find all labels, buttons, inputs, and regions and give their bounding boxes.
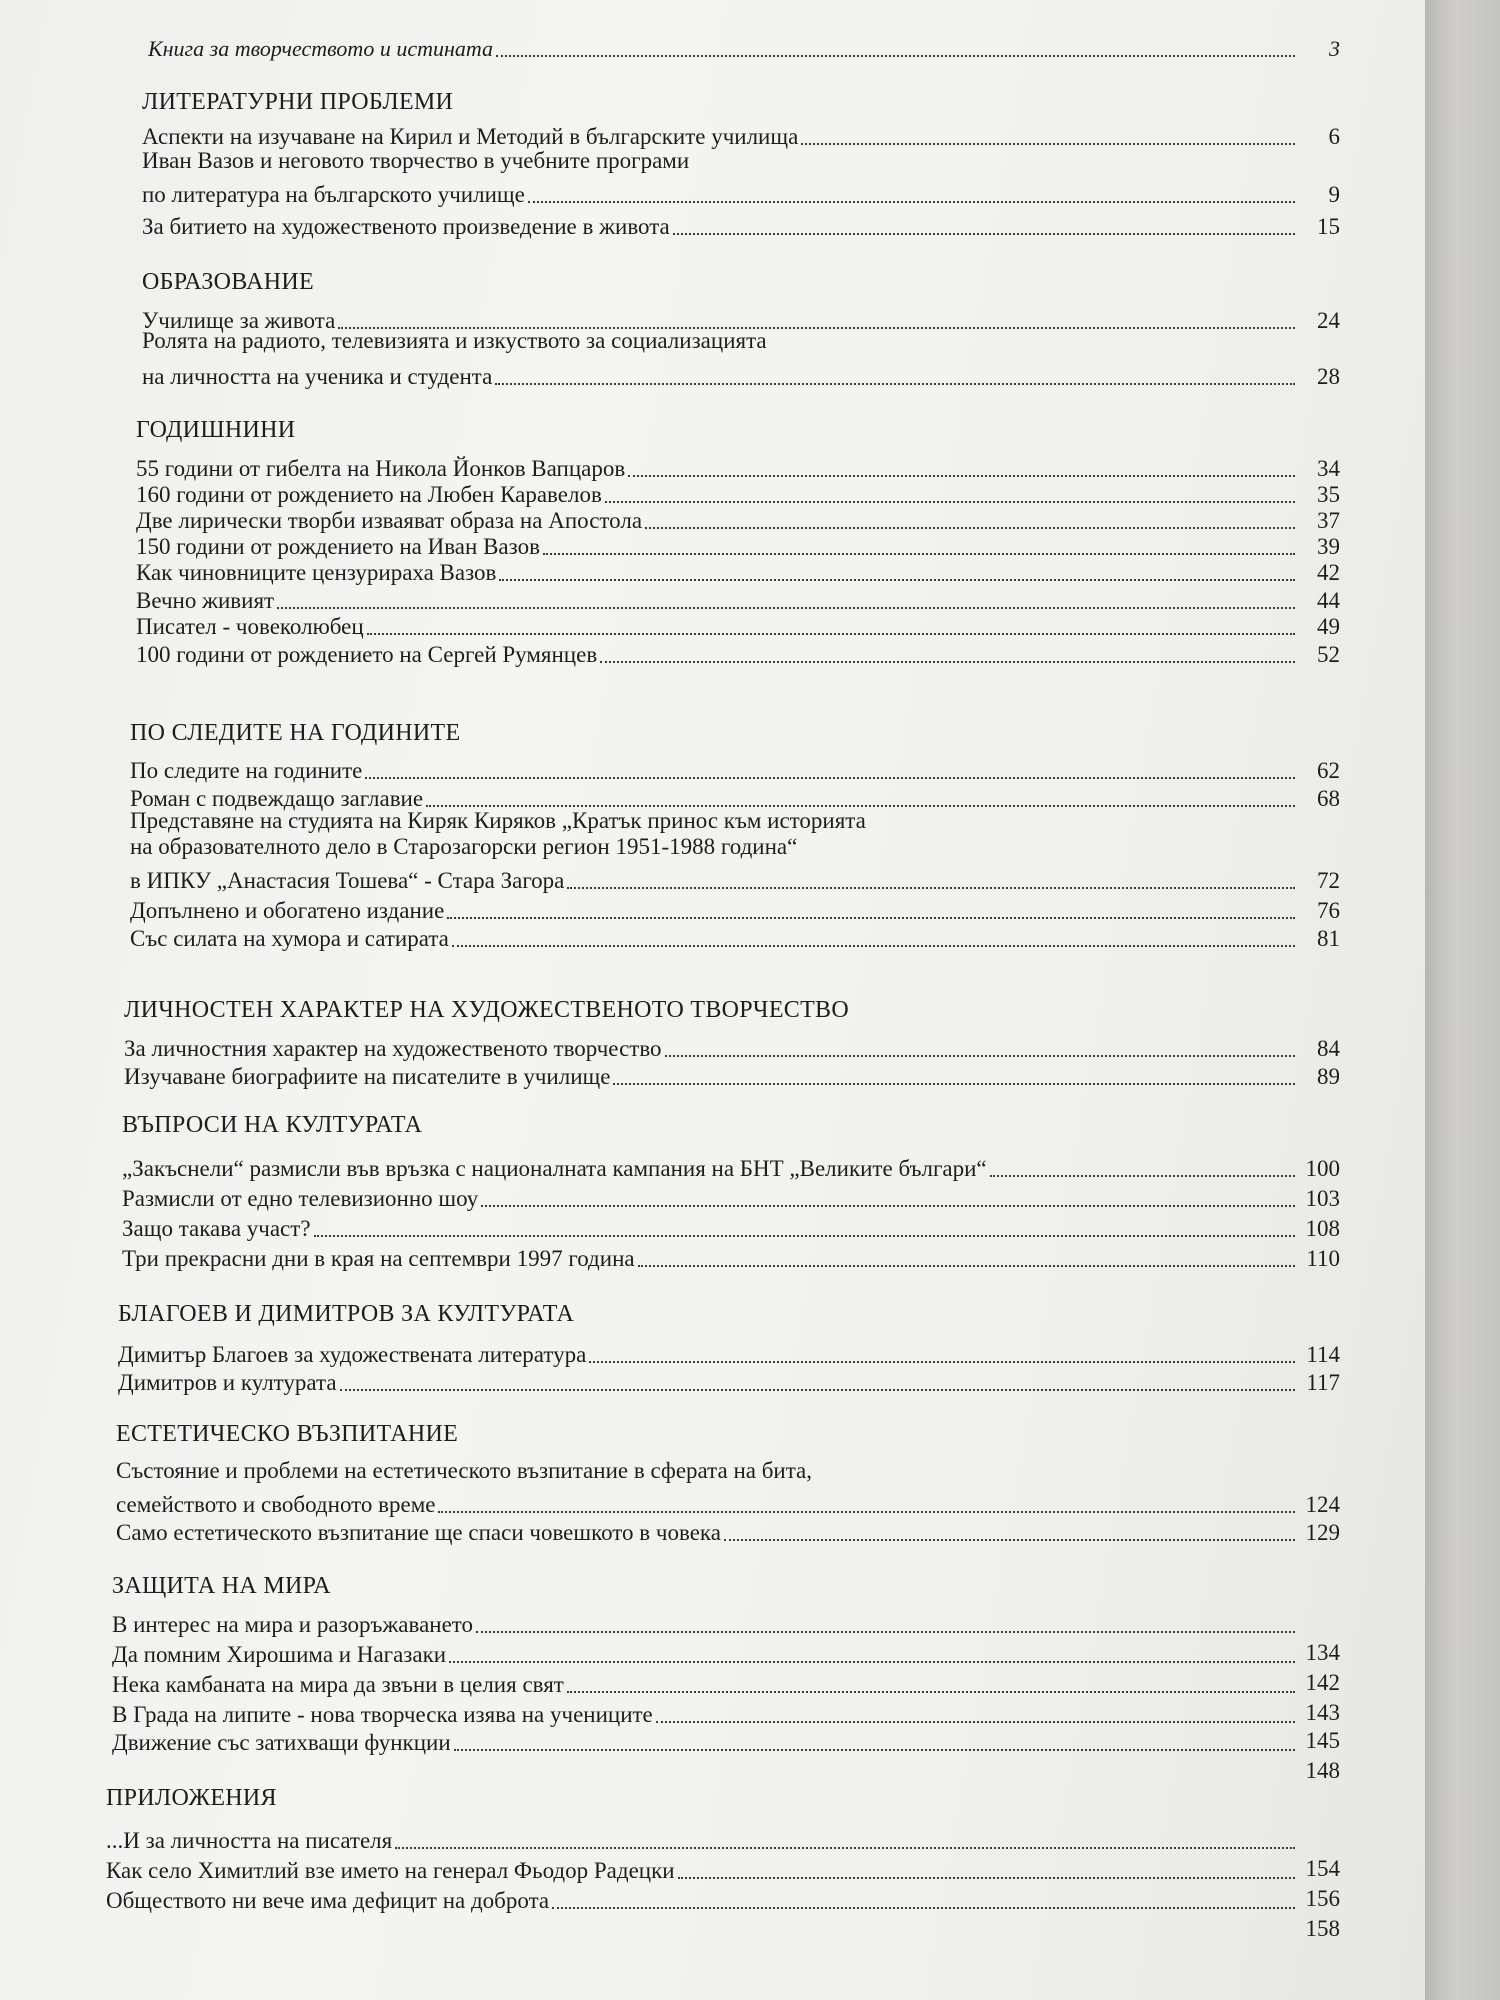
- entry-title: Две лирически творби изваяват образа на Апостола: [136, 508, 643, 533]
- entry-page-number: 84: [1317, 1036, 1340, 1061]
- entry-title: За битието на художественото произведение в живота: [142, 214, 670, 239]
- entry-title: Обществото ни вече има дефицит на доброта: [106, 1888, 550, 1913]
- entry-title: Аспекти на изучаване на Кирил и Методий в българските училища: [142, 124, 799, 149]
- entry-page-number: 49: [1317, 614, 1340, 639]
- entry-title: Как село Химитлий взе името на генерал Фьодор Радецки: [106, 1858, 675, 1883]
- entry-page-number: 39: [1317, 534, 1340, 559]
- entry-page-number: 62: [1317, 758, 1340, 783]
- entry-page-number: 34: [1317, 456, 1340, 481]
- entry-page-number: 124: [1305, 1492, 1340, 1517]
- toc-entry[interactable]: [142, 118, 1340, 150]
- entry-page-number: 3: [1329, 36, 1340, 61]
- entry-title: в ИПКУ „Анастасия Тошева“ - Стара Загора: [130, 868, 565, 893]
- entry-title: 150 години от рождението на Иван Вазов: [136, 534, 540, 559]
- section-heading: ПРИЛОЖЕНИЯ: [106, 1785, 277, 1811]
- dot-leader: [447, 915, 1295, 919]
- entry-title: Защо такава участ?: [122, 1216, 311, 1241]
- dot-leader: [567, 1689, 1295, 1693]
- dot-leader: [452, 943, 1295, 947]
- toc-entry[interactable]: [116, 1514, 1340, 1546]
- toc-entry[interactable]: [130, 862, 1340, 894]
- toc-entry[interactable]: [130, 920, 1340, 952]
- entry-title: За личностния характер на художественото творчество: [124, 1036, 662, 1061]
- entry-page-number: 44: [1317, 588, 1340, 613]
- section-heading: ОБРАЗОВАНИЕ: [142, 269, 314, 295]
- entry-page-number: 72: [1317, 868, 1340, 893]
- entry-page-number: 108: [1305, 1216, 1340, 1241]
- dot-leader: [365, 775, 1295, 779]
- entry-continuation-line: Представяне на студията на Киряк Киряков „Кратък принос към историята: [130, 808, 866, 833]
- entry-page-number: 117: [1306, 1370, 1340, 1395]
- dot-leader: [638, 1263, 1295, 1267]
- dot-leader: [589, 1359, 1295, 1363]
- entry-title: Как чиновниците цензурираха Вазов: [136, 560, 497, 585]
- entry-page-number: 68: [1317, 786, 1340, 811]
- entry-page-number-offset: 156: [1305, 1886, 1340, 1911]
- entry-page-number-offset: 148: [1305, 1758, 1340, 1783]
- toc-entry[interactable]: [106, 1852, 1340, 1884]
- section-heading: ЕСТЕТИЧЕСКО ВЪЗПИТАНИЕ: [116, 1421, 459, 1447]
- dot-leader: [724, 1537, 1295, 1541]
- dot-leader: [481, 1203, 1295, 1207]
- dot-leader: [673, 231, 1295, 235]
- entry-page-number: 9: [1328, 182, 1340, 207]
- entry-page-number: 6: [1328, 124, 1340, 149]
- dot-leader: [678, 1875, 1295, 1879]
- entry-page-number: 129: [1305, 1520, 1340, 1545]
- entry-title: Вечно живият: [136, 588, 275, 613]
- toc-entry[interactable]: [142, 208, 1340, 240]
- dot-leader: [600, 659, 1295, 663]
- toc-entry[interactable]: [142, 176, 1340, 208]
- entry-title: ...И за личността на писателя: [106, 1828, 393, 1853]
- entry-page-number-offset: 158: [1305, 1916, 1340, 1941]
- section-heading: ПО СЛЕДИТЕ НА ГОДИНИТЕ: [130, 720, 461, 746]
- toc-entry[interactable]: [112, 1666, 1340, 1698]
- entry-title: Димитър Благоев за художествената литература: [118, 1342, 587, 1367]
- entry-page-number-offset: 143: [1305, 1700, 1340, 1725]
- entry-title: В Града на липите - нова творческа изява на учениците: [112, 1702, 653, 1727]
- entry-title: Изучаване биографиите на писателите в училище: [124, 1064, 611, 1089]
- dot-leader: [495, 381, 1295, 385]
- toc-entry[interactable]: [122, 1210, 1340, 1242]
- entry-page-number: 35: [1317, 482, 1340, 507]
- dot-leader: [567, 885, 1295, 889]
- entry-page-number: 110: [1306, 1246, 1340, 1271]
- book-edge: [1425, 0, 1500, 2000]
- dot-leader: [395, 1845, 1295, 1849]
- entry-title: на личността на ученика и студента: [142, 364, 493, 389]
- section-heading: ЛИЧНОСТЕН ХАРАКТЕР НА ХУДОЖЕСТВЕНОТО ТВОРЧЕСТВО: [124, 997, 849, 1023]
- entry-title: 100 години от рождението на Сергей Румянцев: [136, 642, 598, 667]
- entry-title: Димитров и културата: [118, 1370, 337, 1395]
- entry-title: Писател - човеколюбец: [136, 614, 364, 639]
- entry-page-number: 81: [1317, 926, 1340, 951]
- dot-leader: [656, 1719, 1295, 1723]
- entry-page-number: 24: [1317, 308, 1340, 333]
- dot-leader: [528, 199, 1295, 203]
- dot-leader: [613, 1081, 1295, 1085]
- entry-title: По следите на годините: [130, 758, 363, 783]
- entry-page-number: 37: [1317, 508, 1340, 533]
- entry-title: Размисли от едно телевизионно шоу: [122, 1186, 479, 1211]
- entry-title: Нека камбаната на мира да звъни в целия свят: [112, 1672, 564, 1697]
- entry-page-number: 52: [1317, 642, 1340, 667]
- toc-entry[interactable]: [106, 1822, 1340, 1854]
- entry-continuation-line: Ролята на радиото, телевизията и изкуството за социализацията: [142, 328, 767, 353]
- entry-page-number: 42: [1317, 560, 1340, 585]
- entry-page-number: 100: [1305, 1156, 1340, 1181]
- toc-entry[interactable]: [122, 1240, 1340, 1272]
- section-heading: ВЪПРОСИ НА КУЛТУРАТА: [122, 1112, 423, 1138]
- entry-page-number: 15: [1317, 214, 1340, 239]
- entry-title: Роман с подвеждащо заглавие: [130, 786, 424, 811]
- toc-entry[interactable]: [106, 1882, 1340, 1914]
- entry-title: В интерес на мира и разоръжаването: [112, 1612, 474, 1637]
- dot-leader: [499, 577, 1295, 581]
- entry-page-number: 114: [1306, 1342, 1340, 1367]
- entry-continuation-line: Иван Вазов и неговото творчество в учебните програми: [142, 148, 690, 173]
- toc-entry[interactable]: [112, 1606, 1340, 1638]
- entry-title: Допълнено и обогатено издание: [130, 898, 445, 923]
- section-heading: ЛИТЕРАТУРНИ ПРОБЛЕМИ: [142, 89, 454, 115]
- dot-leader: [454, 1747, 1295, 1751]
- entry-page-number: 28: [1317, 364, 1340, 389]
- entry-page-number-offset: 154: [1305, 1856, 1340, 1881]
- toc-entry[interactable]: [122, 1150, 1340, 1182]
- section-heading: ГОДИШНИНИ: [136, 417, 296, 443]
- dot-leader: [552, 1905, 1295, 1909]
- toc-entry[interactable]: [122, 1180, 1340, 1212]
- dot-leader: [438, 1509, 1295, 1513]
- entry-title: Книга за творчеството и истината: [148, 36, 494, 61]
- entry-continuation-line: Състояние и проблеми на естетическото възпитание в сферата на бита,: [116, 1458, 813, 1483]
- entry-page-number: 89: [1317, 1064, 1340, 1089]
- entry-title: Училище за живота: [142, 308, 336, 333]
- entry-title: Три прекрасни дни в края на септември 1997 година: [122, 1246, 635, 1271]
- entry-page-number-offset: 142: [1305, 1670, 1340, 1695]
- dot-leader: [340, 1387, 1295, 1391]
- toc-entry[interactable]: [136, 636, 1340, 668]
- entry-title: Само естетическото възпитание ще спаси човешкото в човека: [116, 1520, 721, 1545]
- toc-entry[interactable]: [112, 1724, 1340, 1756]
- entry-title: семейството и свободното време: [116, 1492, 436, 1517]
- entry-title: Движение със затихващи функции: [112, 1730, 451, 1755]
- dot-leader: [990, 1173, 1295, 1177]
- dot-leader: [476, 1629, 1295, 1633]
- entry-title: „Закъснели“ размисли във връзка с националната кампания на БНТ „Великите българи“: [122, 1156, 987, 1181]
- dot-leader: [801, 141, 1295, 145]
- entry-page-number-offset: 145: [1305, 1728, 1340, 1753]
- section-heading: ЗАЩИТА НА МИРА: [112, 1573, 331, 1599]
- entry-title: Да помним Хирошима и Нагазаки: [112, 1642, 447, 1667]
- entry-page-number: 76: [1317, 898, 1340, 923]
- entry-title: 55 години от гибелта на Никола Йонков Вапцаров: [136, 456, 626, 481]
- dot-leader: [449, 1659, 1295, 1663]
- dot-leader: [426, 803, 1295, 807]
- toc-entry-intro[interactable]: [148, 30, 1340, 62]
- toc-entry[interactable]: [118, 1364, 1340, 1396]
- entry-page-number: 103: [1305, 1186, 1340, 1211]
- section-heading: БЛАГОЕВ И ДИМИТРОВ ЗА КУЛТУРАТА: [118, 1301, 575, 1327]
- toc-entry[interactable]: [112, 1636, 1340, 1668]
- entry-title: 160 години от рождението на Любен Каравелов: [136, 482, 602, 507]
- entry-title: по литература на българското училище: [142, 182, 525, 207]
- entry-continuation-line: на образователното дело в Старозагорски регион 1951-1988 година“: [130, 834, 798, 859]
- dot-leader: [496, 53, 1295, 57]
- dot-leader: [367, 631, 1295, 635]
- toc-entry[interactable]: [124, 1058, 1340, 1090]
- toc-entry[interactable]: [142, 358, 1340, 390]
- entry-page-number-offset: 134: [1305, 1640, 1340, 1665]
- dot-leader: [665, 1053, 1295, 1057]
- dot-leader: [314, 1233, 1295, 1237]
- entry-title: Със силата на хумора и сатирата: [130, 926, 449, 951]
